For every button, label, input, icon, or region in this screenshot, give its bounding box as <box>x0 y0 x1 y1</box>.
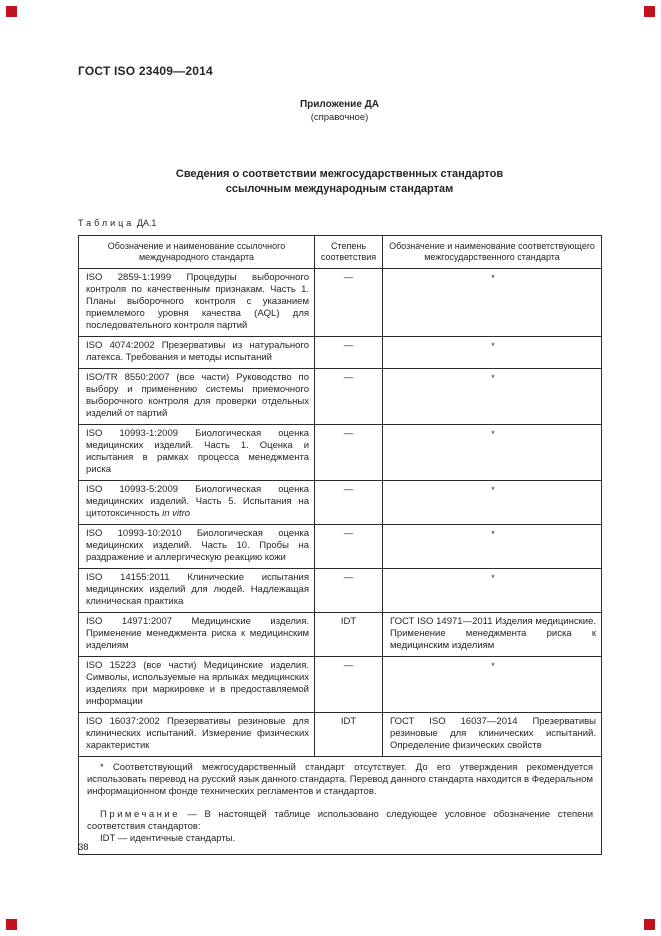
match-standard-cell: * <box>383 369 602 425</box>
ref-standard-cell <box>79 481 315 525</box>
appendix-subtitle: (справочное) <box>310 112 369 123</box>
match-standard-cell: * <box>383 525 602 569</box>
note-text: — В настоящей таблице использовано следующее условное обозначение степени соответствия стандартов: <box>87 809 593 832</box>
page-title-line2: ссылочным международным стандартам <box>225 183 454 195</box>
degree-cell: — <box>315 369 383 425</box>
ref-standard-cell: ISO 14971:2007 Медицинские изделия. Применение менеджмента риска к медицинским изделиям <box>79 613 315 657</box>
table-footnote-row <box>79 757 602 855</box>
page-title-line1: Сведения о соответствии межгосударственных стандартов <box>175 168 504 180</box>
document-code: ГОСТ ISO 23409—2014 <box>78 64 213 78</box>
table-row <box>79 425 602 481</box>
table-row <box>79 269 602 337</box>
degree-cell: IDT <box>315 713 383 757</box>
match-standard-cell: * <box>383 657 602 713</box>
header-ref-standard: Обозначение и наименование ссылочного международного стандарта <box>79 236 315 269</box>
table-row <box>79 337 602 369</box>
table-label <box>78 218 601 228</box>
ref-standard-cell: ISO 16037:2002 Презервативы резиновые для клинических испытаний. Измерение физических характеристик <box>79 713 315 757</box>
ref-standard-cell: ISO 2859-1:1999 Процедуры выборочного контроля по качественным признакам. Часть 1. Планы выборочного контроля с указанием приемлемого уровня качества (AQL) для последовательного контроля партий <box>79 269 315 337</box>
ref-standard-cell: ISO/TR 8550:2007 (все части) Руководство по выбору и применению системы приемочного выборочного контроля для проверки отдельных изделий от партий <box>79 369 315 425</box>
appendix-heading <box>78 99 601 123</box>
note-item: IDT — идентичные стандарты. <box>100 833 236 844</box>
match-standard-cell: * <box>383 337 602 369</box>
degree-cell: — <box>315 269 383 337</box>
corner-marker-bottom-left <box>6 919 17 930</box>
table-label-number: ДА.1 <box>136 218 157 228</box>
table-row <box>79 481 602 525</box>
corner-marker-bottom-right <box>644 919 655 930</box>
page-title <box>78 167 601 197</box>
header-match-standard: Обозначение и наименование соответствующего межгосударственного стандарта <box>383 236 602 269</box>
note-paragraph <box>87 809 593 833</box>
degree-cell: — <box>315 569 383 613</box>
appendix-title: Приложение ДА <box>299 99 380 110</box>
corner-marker-top-right <box>644 6 655 17</box>
header-degree: Степень соответствия <box>315 236 383 269</box>
degree-cell: — <box>315 337 383 369</box>
ref-standard-cell: ISO 15223 (все части) Медицинские изделия. Символы, используемые на ярлыках медицинских изделиях при маркировке и в предоставляемой информации <box>79 657 315 713</box>
correspondence-table <box>78 235 602 855</box>
table-row <box>79 613 602 657</box>
match-standard-cell: * <box>383 569 602 613</box>
table-row <box>79 657 602 713</box>
ref-standard-text: ISO 10993-5:2009 Биологическая оценка медицинских изделий. Часть 5. Испытания на цитотоксичность <box>86 484 309 519</box>
table-footnote-cell <box>79 757 602 855</box>
corner-marker-top-left <box>6 6 17 17</box>
page-number: 38 <box>78 842 89 853</box>
match-standard-cell: * <box>383 481 602 525</box>
ref-standard-cell: ISO 4074:2002 Презервативы из натурального латекса. Требования и методы испытаний <box>79 337 315 369</box>
degree-cell: — <box>315 657 383 713</box>
degree-cell: — <box>315 425 383 481</box>
ref-standard-cell: ISO 10993-1:2009 Биологическая оценка медицинских изделий. Часть 1. Оценка и испытания в рамках процесса менеджмента риска <box>79 425 315 481</box>
match-standard-cell: * <box>383 425 602 481</box>
degree-cell: — <box>315 481 383 525</box>
match-standard-cell: * <box>383 269 602 337</box>
footnote-text: * Соответствующий межгосударственный стандарт отсутствует. До его утверждения рекомендуется использовать перевод на русский язык данного стандарта. Перевод данного стандарта находится в Федеральном информационном фонде технических регламентов и стандартов. <box>87 762 593 797</box>
match-standard-cell: ГОСТ ISO 16037—2014 Презервативы резиновые для клинических испытаний. Определение физических свойств <box>383 713 602 757</box>
table-row <box>79 369 602 425</box>
ref-standard-cell: ISO 14155:2011 Клинические испытания медицинских изделий для людей. Надлежащая клиническая практика <box>79 569 315 613</box>
match-standard-cell: ГОСТ ISO 14971—2011 Изделия медицинские. Применение менеджмента риска к медицинским изделиям <box>383 613 602 657</box>
table-header-row <box>79 236 602 269</box>
degree-cell: — <box>315 525 383 569</box>
note-label: Примечание <box>100 809 180 820</box>
table-row <box>79 713 602 757</box>
ref-standard-italic: in vitro <box>162 508 191 519</box>
ref-standard-cell: ISO 10993-10:2010 Биологическая оценка медицинских изделий. Часть 10. Пробы на раздражение и аллергическую реакцию кожи <box>79 525 315 569</box>
degree-cell: IDT <box>315 613 383 657</box>
table-row <box>79 525 602 569</box>
table-label-word: Таблица <box>78 218 135 228</box>
table-row <box>79 569 602 613</box>
